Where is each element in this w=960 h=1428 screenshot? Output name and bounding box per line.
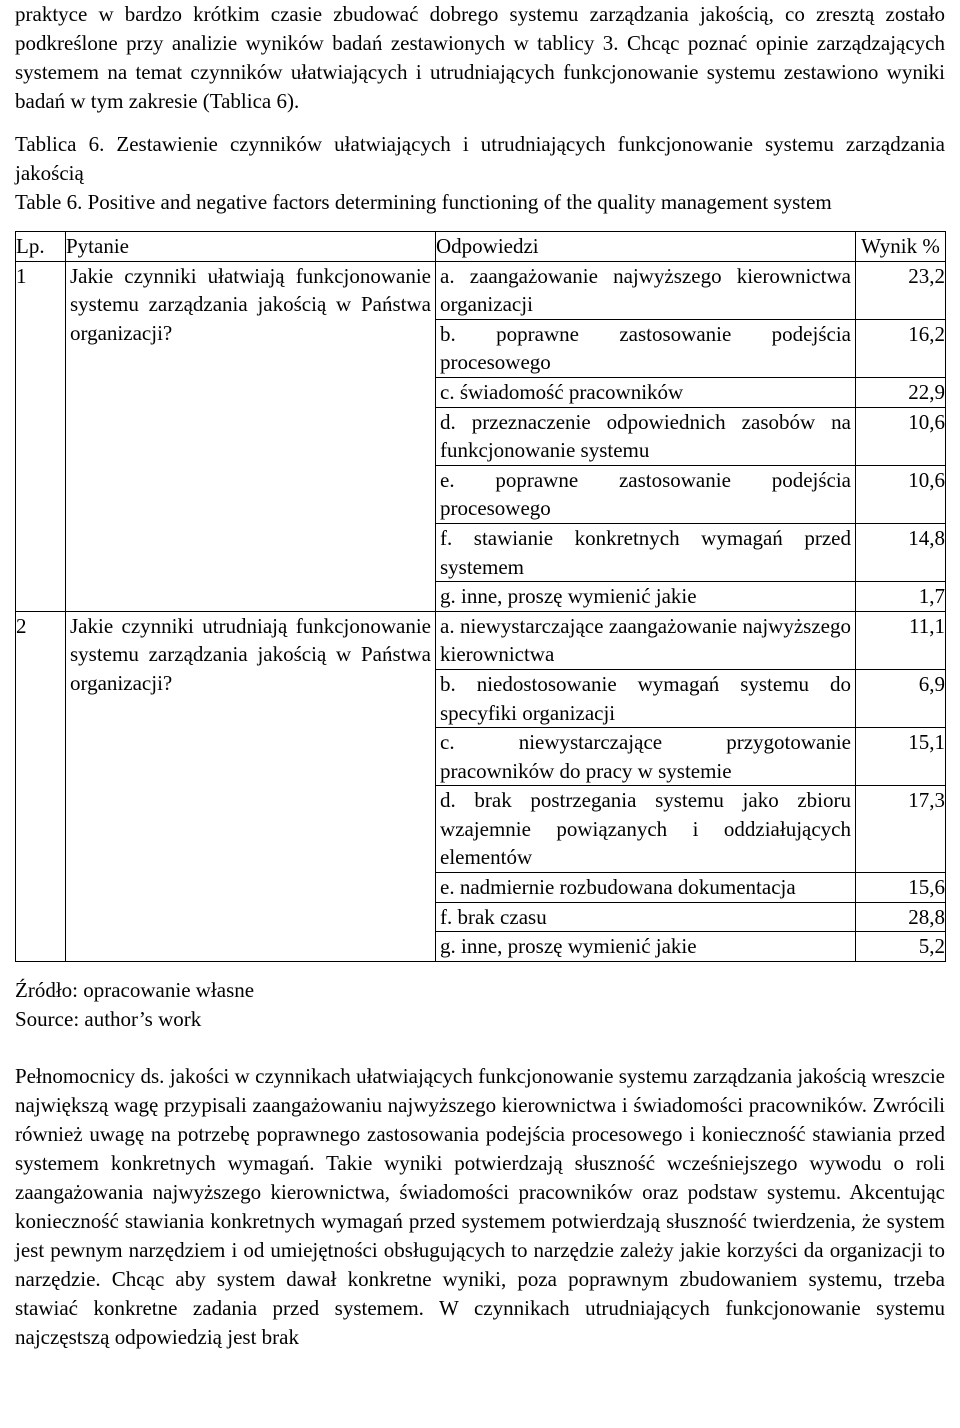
closing-paragraph: Pełnomocnicy ds. jakości w czynnikach ułatwiających funkcjonowanie systemu zarządzania jakością wreszcie największą wagę przypisali zaangażowaniu najwyższego kierownictwa i świadomości pracowników. Zwrócili również uwagę na potrzebę poprawnego zastosowania podejścia procesowego i konieczność stawiania przed systemem konkretnych wymagań. Takie wyniki potwierdzają słuszność wcześniejszego wywodu o roli zaangażowania najwyższego kierownictwa, świadomości pracowników oraz podstaw systemu. Akcentując konieczność stawiania konkretnych wymagań przed systemem potwierdzają słuszność twierdzenia, że system jest pewnym narzędziem i od umiejętności obsługujących to narzędzie zależy jakie korzyści da organizacji to narzędzie. Chcąc aby system dawał konkretne wyniki, poza poprawnym zbudowaniem systemu, trzeba stawiać konkretne zadania przed systemem. W czynnikach utrudniających funkcjonowanie systemu najczęstszą odpowiedzią jest brak [15, 1063, 945, 1349]
question-text: Jakie czynniki utrudniają funkcjonowanie systemu zarządzania jakością w Państwa organizacji? [70, 613, 431, 695]
header-answers: Odpowiedzi [436, 232, 856, 262]
result-value: 11,1 [856, 611, 946, 669]
answer-cell [436, 523, 856, 581]
question-text: Jakie czynniki ułatwiają funkcjonowanie systemu zarządzania jakością w Państwa organizacji? [70, 263, 431, 345]
answer-cell [436, 611, 856, 669]
result-value: 5,2 [856, 932, 946, 962]
source-polish: Źródło: opracowanie własne [15, 977, 255, 1002]
table-header-row [16, 232, 946, 262]
result-value: 10,6 [856, 465, 946, 523]
answer-text: c. niewystarczające przygotowanie pracowników do pracy w systemie [440, 730, 851, 783]
source-note [15, 976, 945, 1034]
answer-text: f. brak czasu [440, 904, 547, 929]
answer-cell [436, 902, 856, 932]
answer-cell [436, 377, 856, 407]
result-value: 22,9 [856, 377, 946, 407]
table-row [16, 261, 946, 319]
answer-cell [436, 319, 856, 377]
answer-cell [436, 465, 856, 523]
answer-cell [436, 669, 856, 727]
header-result: Wynik % [856, 232, 946, 262]
answer-text: f. stawianie konkretnych wymagań przed systemem [440, 525, 851, 579]
answer-cell [436, 786, 856, 873]
factors-table [15, 231, 946, 962]
result-value: 15,6 [856, 873, 946, 903]
result-value: 6,9 [856, 669, 946, 727]
answer-cell [436, 407, 856, 465]
result-value: 1,7 [856, 582, 946, 612]
answer-text: b. poprawne zastosowanie podejścia procesowego [440, 321, 851, 375]
result-value: 17,3 [856, 786, 946, 873]
header-lp: Lp. [16, 232, 66, 262]
answer-text: a. niewystarczające zaangażowanie najwyższego kierownictwa [440, 613, 851, 667]
answer-text: b. niedostosowanie wymagań systemu do specyfiki organizacji [440, 671, 851, 725]
table-body [16, 261, 946, 961]
answer-cell [436, 261, 856, 319]
question-cell [66, 611, 436, 961]
source-english: Source: author’s work [15, 1006, 202, 1031]
answer-text: c. świadomość pracowników [440, 379, 684, 404]
answer-text: e. poprawne zastosowanie podejścia procesowego [440, 467, 851, 521]
result-value: 23,2 [856, 261, 946, 319]
answer-cell [436, 932, 856, 962]
answer-text: a. zaangażowanie najwyższego kierownictwa organizacji [440, 263, 851, 317]
answer-cell [436, 582, 856, 612]
intro-paragraph: praktyce w bardzo krótkim czasie zbudować dobrego systemu zarządzania jakością, co zresztą zostało podkreślone przy analizie wyników badań zestawionych w tablicy 3. Chcąc poznać opinie zarządzających systemem na temat czynników ułatwiających i utrudniających funkcjonowanie systemu zestawiono wyniki badań w tym zakresie (Tablica 6). [15, 2, 945, 113]
document-page [15, 0, 945, 1352]
answer-text: g. inne, proszę wymienić jakie [440, 584, 697, 609]
result-value: 15,1 [856, 728, 946, 786]
answer-text: d. brak postrzegania systemu jako zbioru wzajemnie powiązanych i oddziałujących elementów [440, 788, 851, 870]
header-question: Pytanie [66, 232, 436, 262]
result-value: 10,6 [856, 407, 946, 465]
result-value: 16,2 [856, 319, 946, 377]
answer-text: g. inne, proszę wymienić jakie [440, 934, 697, 959]
answer-cell [436, 728, 856, 786]
table-caption-polish: Tablica 6. Zestawienie czynników ułatwiających i utrudniających funkcjonowanie systemu zarządzania jakością [15, 132, 945, 185]
row-number: 1 [16, 261, 66, 611]
row-number: 2 [16, 611, 66, 961]
table-row [16, 611, 946, 669]
result-value: 14,8 [856, 523, 946, 581]
question-cell [66, 261, 436, 611]
answer-text: e. nadmiernie rozbudowana dokumentacja [440, 875, 796, 900]
result-value: 28,8 [856, 902, 946, 932]
table-caption-english: Table 6. Positive and negative factors determining functioning of the quality management system [15, 190, 832, 214]
answer-cell [436, 873, 856, 903]
answer-text: d. przeznaczenie odpowiednich zasobów na funkcjonowanie systemu [440, 409, 851, 463]
